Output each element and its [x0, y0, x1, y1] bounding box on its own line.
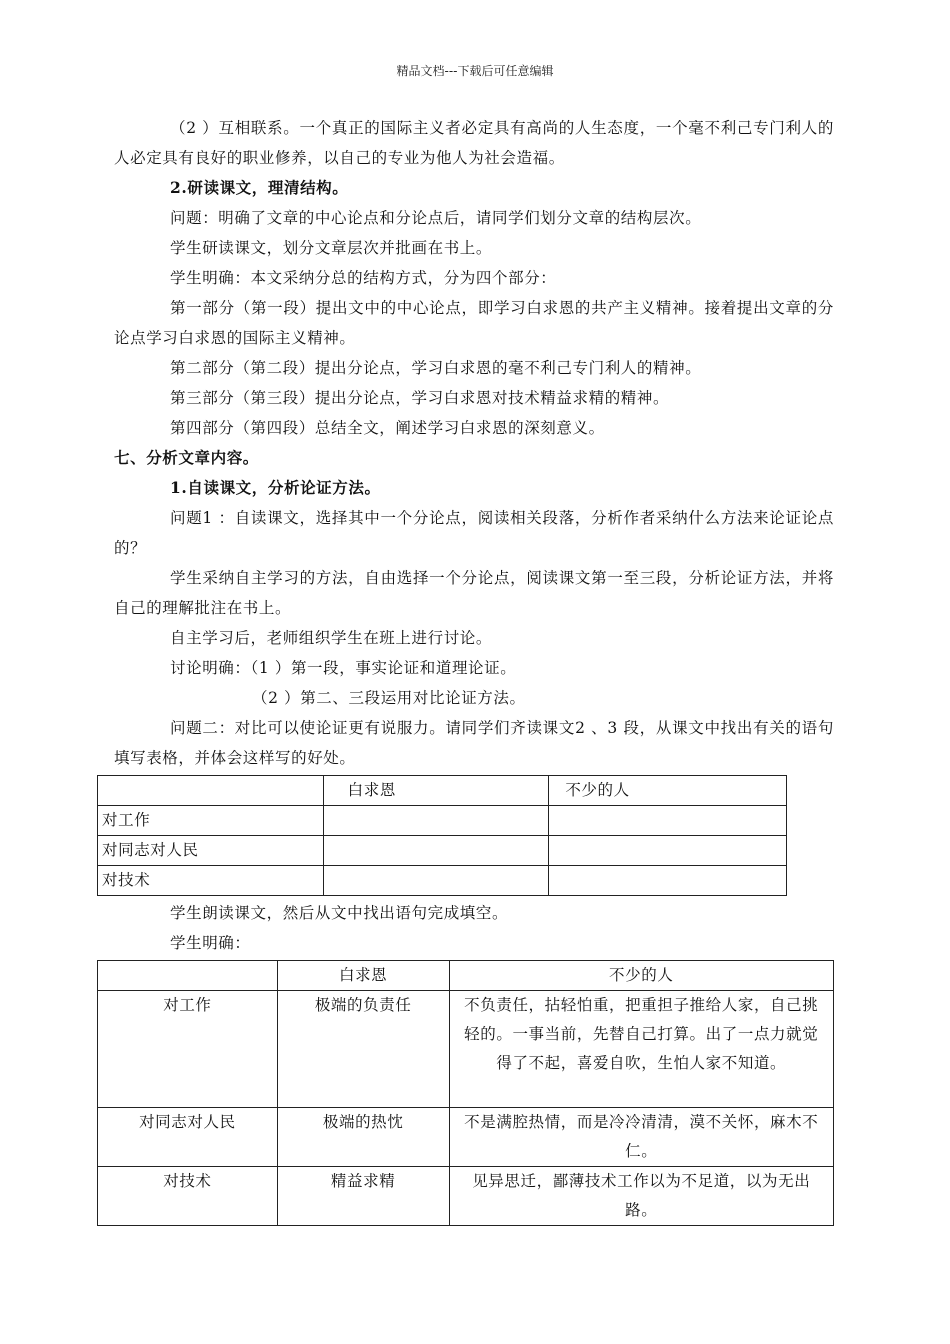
table-row: [98, 836, 787, 866]
table-cell: 对同志对人民: [98, 1108, 278, 1167]
paragraph: （2 ）互相联系。一个真正的国际主义者必定具有高尚的人生态度，一个毫不利己专门利人的人必定具有良好的职业修养，以自己的专业为他人为社会造福。: [114, 119, 834, 167]
table-cell: [549, 836, 787, 866]
table-cell: 对工作: [98, 806, 324, 836]
document-body: [102, 113, 834, 1226]
section-subheading: 1.自读课文，分析论证方法。: [170, 478, 381, 497]
paragraph: 讨论明确：（1 ）第一段，事实论证和道理论证。: [170, 659, 517, 677]
filled-comparison-table: [97, 960, 834, 1226]
table-row: [98, 806, 787, 836]
table-cell: 精益求精: [277, 1167, 449, 1226]
table-cell: [98, 776, 324, 806]
table-row: [98, 1108, 834, 1167]
table-row: [98, 1167, 834, 1226]
table-cell: 对技术: [98, 866, 324, 896]
table-cell: [323, 836, 549, 866]
paragraph: 第三部分（第三段）提出分论点，学习白求恩对技术精益求精的精神。: [170, 389, 670, 407]
table-header-row: [98, 961, 834, 991]
section-subheading: 2.研读课文，理清结构。: [170, 178, 349, 197]
table-cell: 对同志对人民: [98, 836, 324, 866]
paragraph: 问题：明确了文章的中心论点和分论点后，请同学们划分文章的结构层次。: [170, 209, 702, 227]
paragraph: 学生朗读课文，然后从文中找出语句完成填空。: [170, 904, 509, 922]
paragraph: （2 ）第二、三段运用对比论证方法。: [252, 689, 526, 707]
paragraph: 学生采纳自主学习的方法，自由选择一个分论点，阅读课文第一至三段，分析论证方法，并将自己的理解批注在书上。: [114, 569, 834, 617]
page-header: 精品文档---下载后可任意编辑: [396, 64, 554, 78]
table-cell: [323, 866, 549, 896]
table-cell: 见异思迁，鄙薄技术工作以为不足道，以为无出路。: [449, 1167, 833, 1226]
paragraph: 问题1 ：自读课文，选择其中一个分论点，阅读相关段落，分析作者采纳什么方法来论证论点的？: [114, 509, 834, 557]
table-row: [98, 991, 834, 1108]
table-cell: 对工作: [98, 991, 278, 1108]
table-header-cell: 白求恩: [323, 776, 549, 806]
paragraph: 自主学习后，老师组织学生在班上进行讨论。: [170, 629, 493, 647]
paragraph: 第二部分（第二段）提出分论点，学习白求恩的毫不利己专门利人的精神。: [170, 359, 702, 377]
paragraph: 学生研读课文，划分文章层次并批画在书上。: [170, 239, 493, 257]
table-cell: [98, 961, 278, 991]
table-header-cell: 不少的人: [449, 961, 833, 991]
blank-comparison-table: [97, 775, 787, 896]
paragraph: 学生明确：: [170, 934, 251, 952]
table-cell: 对技术: [98, 1167, 278, 1226]
table-row: [98, 866, 787, 896]
table-cell: 极端的负责任: [277, 991, 449, 1108]
paragraph: 学生明确：本文采纳分总的结构方式，分为四个部分：: [170, 269, 557, 287]
paragraph: 第一部分（第一段）提出文中的中心论点，即学习白求恩的共产主义精神。接着提出文章的分论点学习白求恩的国际主义精神。: [114, 299, 834, 347]
table-header-cell: 白求恩: [277, 961, 449, 991]
table-cell: 极端的热忱: [277, 1108, 449, 1167]
table-cell: [549, 806, 787, 836]
table-cell: [549, 866, 787, 896]
table-cell: [323, 806, 549, 836]
table-cell: 不是满腔热情，而是冷冷清清，漠不关怀，麻木不仁。: [449, 1108, 833, 1167]
paragraph: 问题二：对比可以使论证更有说服力。请同学们齐读课文2 、3 段，从课文中找出有关的语句填写表格，并体会这样写的好处。: [114, 719, 834, 767]
table-cell: 不负责任，拈轻怕重，把重担子推给人家，自己挑轻的。一事当前，先替自己打算。出了一点力就觉得了不起，喜爱自吹，生怕人家不知道。: [449, 991, 833, 1108]
section-heading: 七、分析文章内容。: [114, 448, 259, 467]
table-header-cell: 不少的人: [549, 776, 787, 806]
table-header-row: [98, 776, 787, 806]
paragraph: 第四部分（第四段）总结全文，阐述学习白求恩的深刻意义。: [170, 419, 605, 437]
